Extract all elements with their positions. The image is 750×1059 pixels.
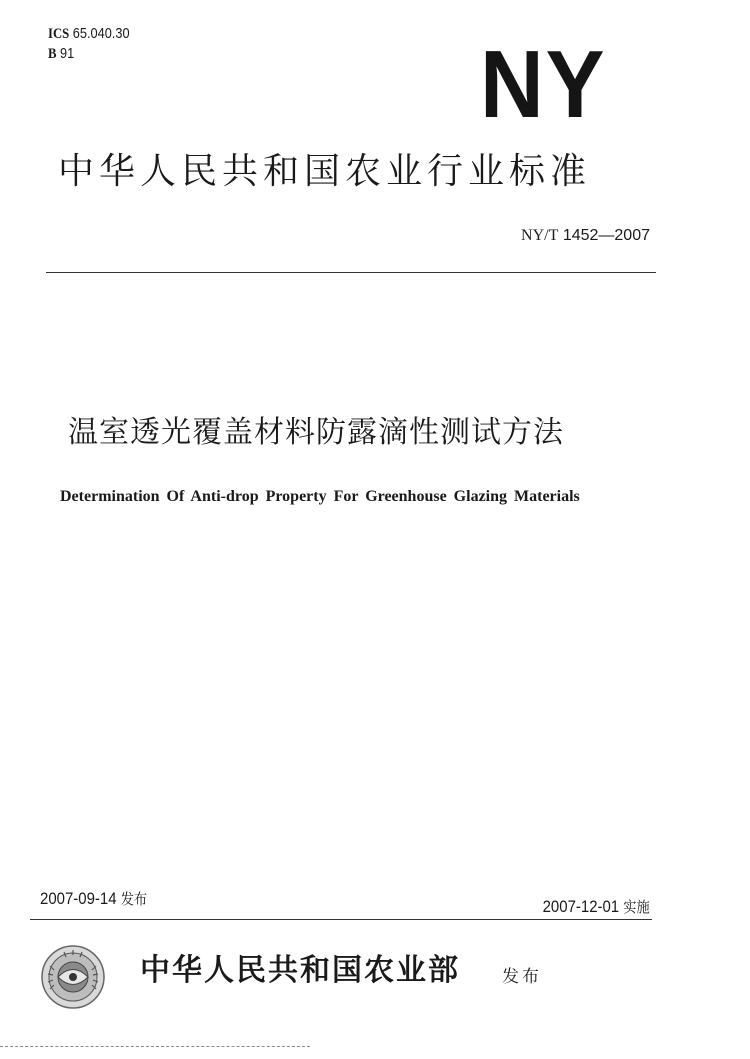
document-title-english: Determination Of Anti-drop Property For Greenhouse Glazing Materials: [60, 488, 580, 505]
issuing-authority: 中华人民共和国农业部: [140, 953, 460, 988]
class-value: 91: [60, 45, 75, 62]
class-label: B: [48, 46, 57, 62]
issue-date-block: [40, 888, 147, 910]
ics-label: ICS: [48, 26, 70, 42]
standard-prefix: NY/T: [521, 227, 559, 244]
ics-value: 65.040.30: [72, 25, 130, 42]
classification-block: [48, 24, 130, 64]
document-title-chinese: 温室透光覆盖材料防露滴性测试方法: [68, 415, 564, 450]
issue-label: 发布: [120, 890, 148, 908]
ministry-emblem-icon: [40, 944, 106, 1010]
ny-logo: NY: [480, 31, 607, 138]
scan-edge-line: [0, 1046, 310, 1047]
issue-date: 2007-09-14: [40, 889, 117, 908]
issuing-authority-action: 发布: [502, 967, 542, 987]
implement-date-block: [543, 896, 650, 918]
standard-number: [521, 226, 650, 246]
industry-standard-title: 中华人民共和国农业行业标准: [58, 151, 592, 192]
class-line: [48, 44, 130, 64]
ics-line: [48, 24, 130, 44]
implement-date: 2007-12-01: [542, 897, 620, 916]
footer-divider: [30, 919, 652, 920]
implement-label: 实施: [623, 898, 650, 916]
standard-code: 1452—2007: [562, 227, 650, 244]
header-divider: [46, 272, 656, 273]
